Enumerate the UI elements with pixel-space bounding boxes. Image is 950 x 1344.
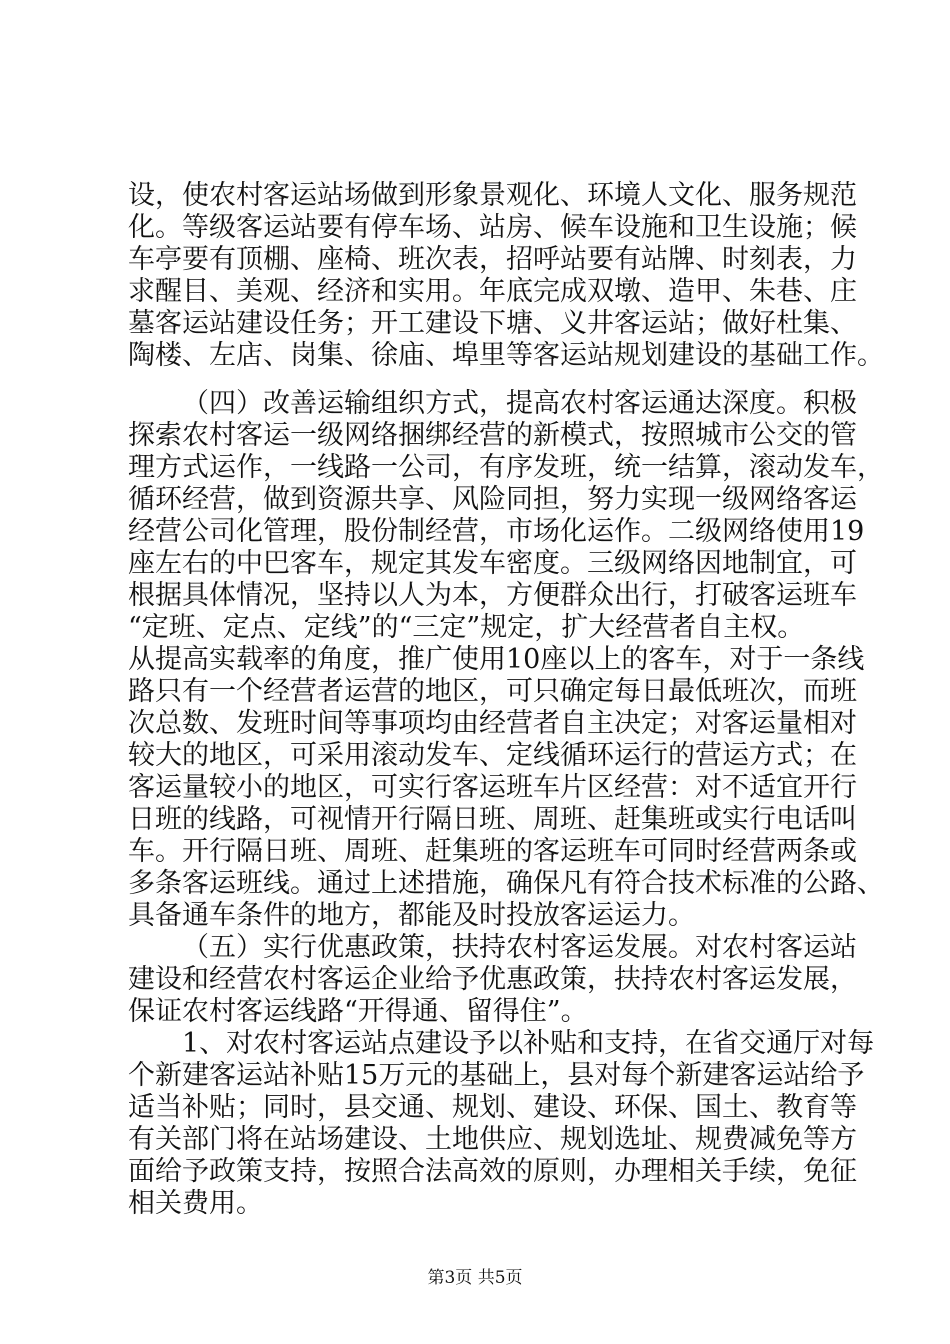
- text-line: 化。等级客运站要有停车场、站房、候车设施和卫生设施；候: [128, 212, 857, 243]
- text-line: 客运量较小的地区，可实行客运班车片区经营：对不适宜开行: [128, 772, 857, 803]
- text-line: 探索农村客运一级网络捆绑经营的新模式，按照城市公交的管: [128, 420, 857, 451]
- text-line: 理方式运作，一线路一公司，有序发班，统一结算，滚动发车，: [128, 452, 884, 483]
- text-line: 根据具体情况，坚持以人为本，方便群众出行，打破客运班车: [128, 580, 857, 611]
- text-line: 循环经营，做到资源共享、风险同担，努力实现一级网络客运: [128, 484, 857, 515]
- text-line: 设，使农村客运站场做到形象景观化、环境人文化、服务规范: [128, 180, 857, 211]
- paragraph-item-one: 1、对农村客运站点建设予以补贴和支持，在省交通厅对每: [182, 1028, 875, 1059]
- text-line: 从提高实载率的角度，推广使用10座以上的客车，对于一条线: [128, 644, 865, 675]
- text-line: 面给予政策支持，按照合法高效的原则，办理相关手续，免征: [128, 1156, 857, 1187]
- text-line: 求醒目、美观、经济和实用。年底完成双墩、造甲、朱巷、庄: [128, 276, 857, 307]
- text-line: 具备通车条件的地方，都能及时投放客运运力。: [128, 900, 695, 931]
- paragraph-heading-five: （五）实行优惠政策，扶持农村客运发展。对农村客运站: [182, 932, 857, 963]
- text-line: 路只有一个经营者运营的地区，可只确定每日最低班次，而班: [128, 676, 857, 707]
- paragraph-heading-four: （四）改善运输组织方式，提高农村客运通达深度。积极: [182, 388, 857, 419]
- text-line: 日班的线路，可视情开行隔日班、周班、赶集班或实行电话叫: [128, 804, 857, 835]
- text-line: 车。开行隔日班、周班、赶集班的客运班车可同时经营两条或: [128, 836, 857, 867]
- text-line: 墓客运站建设任务；开工建设下塘、义井客运站；做好杜集、: [128, 308, 857, 339]
- text-line: 有关部门将在站场建设、土地供应、规划选址、规费减免等方: [128, 1124, 857, 1155]
- page-footer: 第3页 共5页: [427, 1268, 523, 1288]
- text-line: 适当补贴；同时，县交通、规划、建设、环保、国土、教育等: [128, 1092, 857, 1123]
- text-line: 陶楼、左店、岗集、徐庙、埠里等客运站规划建设的基础工作。: [128, 340, 884, 371]
- text-line: “定班、定点、定线”的“三定”规定，扩大经营者自主权。: [128, 612, 805, 643]
- text-line: 经营公司化管理，股份制经营，市场化运作。二级网络使用19: [128, 516, 865, 547]
- text-line: 次总数、发班时间等事项均由经营者自主决定；对客运量相对: [128, 708, 857, 739]
- text-line: 多条客运班线。通过上述措施，确保凡有符合技术标准的公路、: [128, 868, 884, 899]
- text-line: 相关费用。: [128, 1188, 263, 1219]
- text-line: 较大的地区，可采用滚动发车、定线循环运行的营运方式；在: [128, 740, 857, 771]
- text-line: 车亭要有顶棚、座椅、班次表，招呼站要有站牌、时刻表，力: [128, 244, 857, 275]
- text-line: 保证农村客运线路“开得通、留得住”。: [128, 996, 588, 1027]
- text-line: 个新建客运站补贴15万元的基础上，县对每个新建客运站给予: [128, 1060, 865, 1091]
- text-line: 座左右的中巴客车，规定其发车密度。三级网络因地制宜，可: [128, 548, 857, 579]
- text-line: 建设和经营农村客运企业给予优惠政策，扶持农村客运发展，: [128, 964, 857, 995]
